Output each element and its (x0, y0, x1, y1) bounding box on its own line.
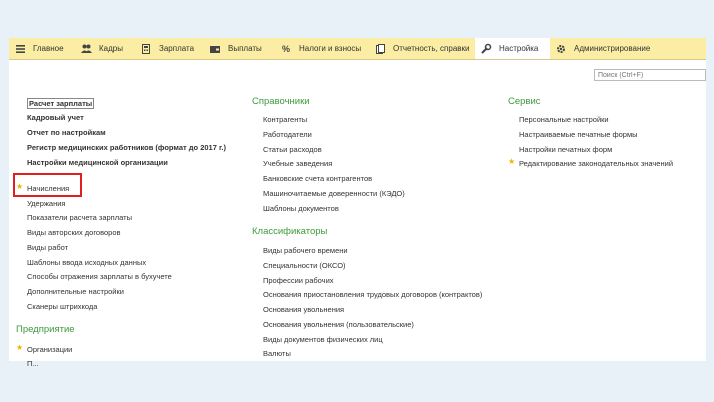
section-heading-classifiers: Классификаторы (252, 226, 328, 237)
link-custom-print-forms[interactable]: Настраиваемые печатные формы (519, 130, 638, 139)
tab-label: Отчетность, справки (393, 44, 470, 53)
menu-lines-icon (15, 44, 25, 54)
tab-taxes[interactable] (275, 38, 370, 59)
gear-icon (556, 44, 566, 54)
tab-personnel[interactable] (75, 38, 135, 59)
tab-label: Зарплата (159, 44, 195, 53)
highlight-box (13, 173, 82, 197)
link-input-templates[interactable]: Шаблоны ввода исходных данных (27, 258, 147, 267)
link-expense-items[interactable]: Статьи расходов (263, 145, 322, 154)
tab-label: Кадры (99, 44, 123, 53)
tab-main[interactable] (9, 38, 75, 59)
tab-label: Налоги и взносы (299, 44, 362, 53)
link-worker-professions[interactable]: Профессии рабочих (263, 276, 334, 285)
link-author-contract-types[interactable]: Виды авторских договоров (27, 228, 121, 237)
link-additional-settings[interactable]: Дополнительные настройки (27, 287, 124, 296)
link-deductions[interactable]: Удержания (27, 199, 66, 208)
tab-reports[interactable] (370, 38, 475, 59)
section-heading-directories: Справочники (252, 96, 310, 107)
link-barcode-scanners[interactable]: Сканеры штрихкода (27, 302, 98, 311)
link-medical-org-settings[interactable]: Настройки медицинской организации (27, 158, 168, 167)
favorite-star-icon: ★ (16, 343, 24, 352)
people-icon (81, 44, 91, 54)
section-tabs (9, 38, 706, 60)
tab-salary[interactable] (135, 38, 204, 59)
link-machine-readable-poa[interactable]: Машиночитаемые доверенности (КЭДО) (263, 189, 405, 198)
link-counterparties[interactable]: Контрагенты (263, 115, 308, 124)
main-window (9, 38, 706, 368)
link-legislative-values[interactable]: Редактирование законодательных значений (519, 159, 674, 168)
link-educational-institutions[interactable]: Учебные заведения (263, 159, 333, 168)
link-suspension-grounds[interactable]: Основания приостановления трудовых договоров (контрактов) (263, 290, 483, 299)
calculator-icon (141, 44, 151, 54)
tab-label: Главное (33, 44, 64, 53)
link-hr-accounting[interactable]: Кадровый учет (27, 113, 84, 122)
link-dismissal-grounds-custom[interactable]: Основания увольнения (пользовательские) (263, 320, 414, 329)
wallet-icon (210, 44, 220, 54)
section-heading-enterprise: Предприятие (16, 324, 75, 335)
link-specialties[interactable]: Специальности (ОКСО) (263, 261, 346, 270)
link-employers[interactable]: Работодатели (263, 130, 312, 139)
wrench-icon (481, 44, 491, 54)
link-work-types[interactable]: Виды работ (27, 243, 69, 252)
link-cut-off-item[interactable]: П... (27, 359, 39, 368)
link-document-templates[interactable]: Шаблоны документов (263, 204, 339, 213)
reports-icon (376, 44, 385, 54)
percent-icon: % (281, 43, 290, 54)
link-salary-reflection[interactable]: Способы отражения зарплаты в бухучете (27, 272, 172, 281)
link-personal-settings[interactable]: Персональные настройки (519, 115, 609, 124)
link-work-time-types[interactable]: Виды рабочего времени (263, 246, 348, 255)
tab-label: Настройка (499, 44, 539, 53)
tab-settings[interactable] (475, 38, 550, 59)
link-id-document-types[interactable]: Виды документов физических лиц (263, 335, 383, 344)
search-input[interactable] (594, 69, 706, 81)
tab-label: Администрирование (574, 44, 651, 53)
tab-payments[interactable] (204, 38, 275, 59)
link-accruals[interactable]: Начисления (27, 184, 70, 193)
link-organizations[interactable]: Организации (27, 345, 73, 354)
link-payroll-indicators[interactable]: Показатели расчета зарплаты (27, 213, 132, 222)
link-medical-register[interactable]: Регистр медицинских работников (формат до 2017 г.) (27, 143, 226, 152)
link-counterparty-bank-accounts[interactable]: Банковские счета контрагентов (263, 174, 373, 183)
link-payroll-calc[interactable]: Расчет зарплаты (29, 99, 93, 108)
link-print-form-settings[interactable]: Настройки печатных форм (519, 145, 613, 154)
tab-administration[interactable] (550, 38, 665, 59)
link-settings-report[interactable]: Отчет по настройкам (27, 128, 106, 137)
link-dismissal-grounds[interactable]: Основания увольнения (263, 305, 345, 314)
tab-label: Выплаты (228, 44, 262, 53)
favorite-star-icon: ★ (16, 182, 24, 191)
favorite-star-icon: ★ (508, 157, 516, 166)
section-heading-service: Сервис (508, 96, 541, 107)
link-currencies[interactable]: Валюты (263, 349, 291, 358)
